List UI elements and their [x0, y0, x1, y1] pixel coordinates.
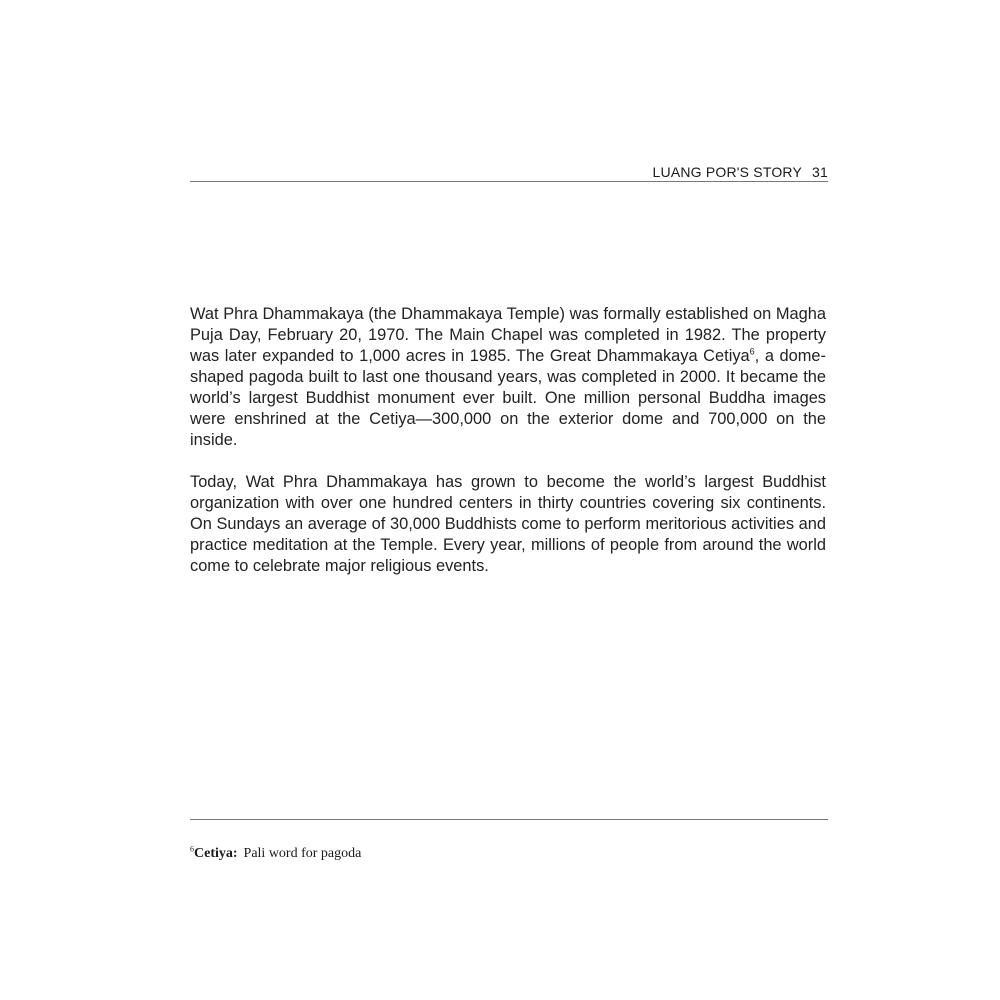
paragraph-1	[190, 304, 826, 451]
body-text	[190, 304, 826, 598]
running-title: LUANG POR'S STORY	[652, 164, 803, 180]
footnote-definition: Pali word for pagoda	[243, 846, 362, 861]
page-number: 31	[812, 164, 828, 180]
footnote-rule	[190, 819, 828, 820]
paragraph-1-text-a: Wat Phra Dhammakaya (the Dhammakaya Temple) was formally established on Magha Puja Day, February 20, 1970. The Main Chapel was completed in 1982. The property was later expanded to 1,000 acres in 1985. The Great Dhammakaya Cetiya	[190, 305, 826, 365]
footnote-ref-6[interactable]: 6	[749, 346, 755, 357]
footnote-term: Cetiya:	[194, 846, 238, 861]
footnote-number: 6	[190, 844, 194, 854]
paragraph-2: Today, Wat Phra Dhammakaya has grown to become the world’s largest Buddhist organization with over one hundred centers in thirty countries covering six continents. On Sundays an average of 30,000 Buddhists come to perform meritorious activities and practice meditation at the Temple. Every year, millions of people from around the world come to celebrate major religious events.	[190, 473, 826, 575]
footnote	[190, 846, 361, 862]
running-header	[190, 164, 828, 180]
header-rule	[190, 181, 828, 182]
paragraph-1-text-b: , a dome-shaped pagoda built to last one thousand years, was completed in 2000. It became the world’s largest Buddhist monument ever built. One million personal Buddha images were enshrined at the Cetiya—300,000 on the exterior dome and 700,000 on the inside.	[190, 347, 826, 449]
